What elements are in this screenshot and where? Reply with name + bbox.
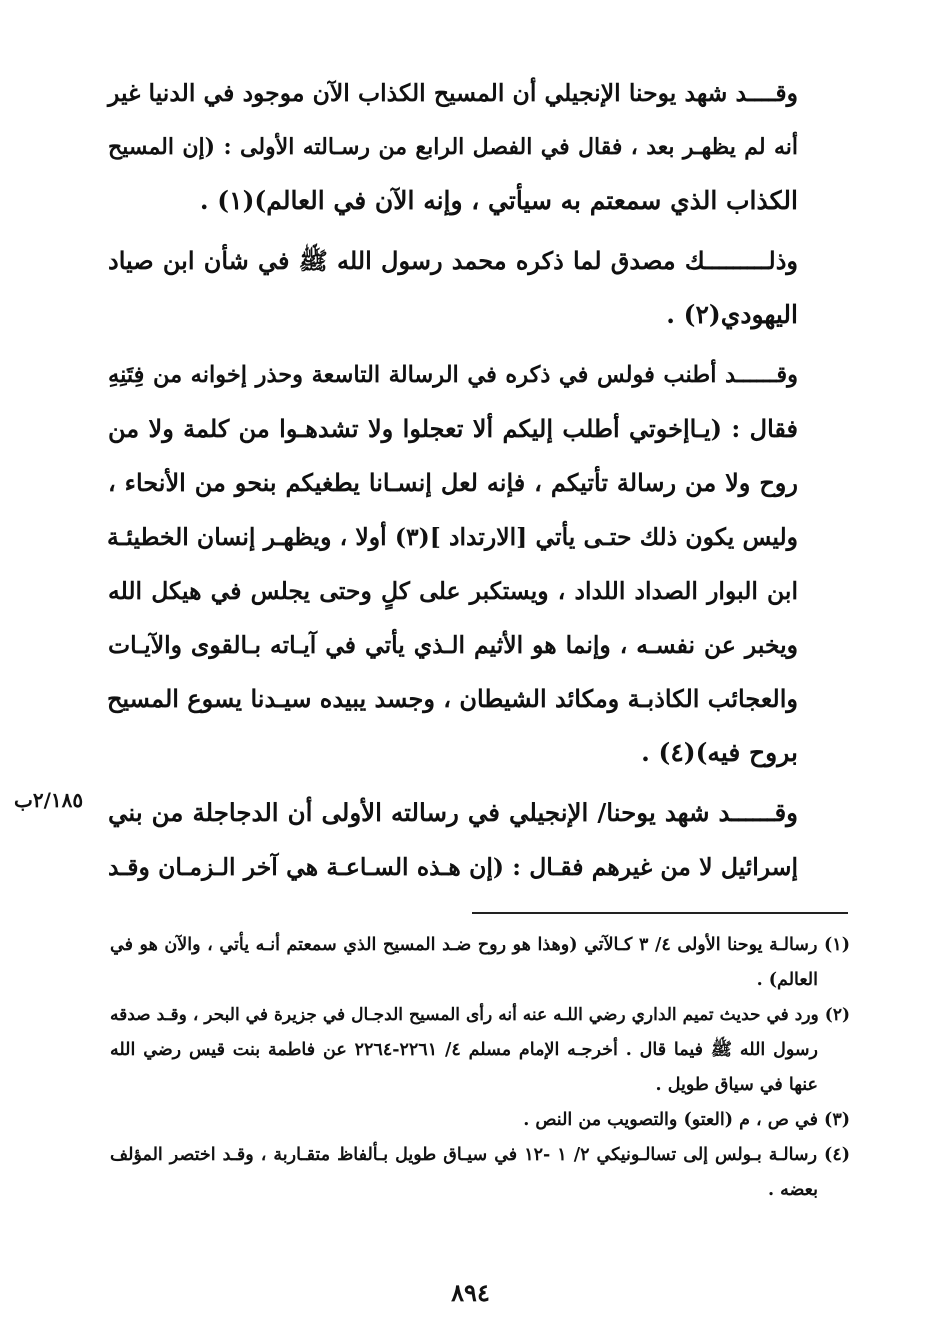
footnotes (110, 928, 850, 1208)
paragraph-3 (108, 348, 798, 780)
footnote-1 (110, 928, 850, 998)
footnote-2 (110, 998, 850, 1103)
text-line: بروح فيه)(٤) . (641, 738, 798, 767)
text-line: فقال : (يـاإخوتي أطلب إليكم ألا تعجلوا ولا تشدهـوا من كلمة ولا من (108, 414, 798, 443)
text-line: ابن البوار الصداد اللداد ، ويستكبر على كلٍ وحتى يجلس في هيكل الله (108, 577, 798, 605)
footnote-line: (٤) رسالـة بـولس إلى تسالـونيكي ٢/ ١ -١٢ في سيـاق طويل بـألفاظ متقـاربة ، وقـد اختصر المؤلف (110, 1145, 850, 1165)
text-line: أنه لم يظهـر بعد ، فقال في الفصل الرابع من رسـالته الأولى : (إن المسيح (108, 134, 798, 160)
footnote-line: (٣) في ص ، م (العتو) والتصويب من النص . (523, 1110, 850, 1130)
paragraph-2 (108, 234, 798, 342)
page-number: ٨٩٤ (451, 1278, 490, 1307)
footnote-line: رسول الله ﷺ فيما قال . أخرجـه الإمام مسلم ٤/ ٢٢٦١-٢٢٦٤ عن فاطمة بنت قيس رضي الله (110, 1040, 818, 1060)
footnote-line: (١) رسالـة يوحنا الأولى ٤/ ٣ كـالآتي (وهذا هو روح ضـد المسيح الذي سمعتم أنـه يأتي ، والآن هو في (110, 935, 850, 955)
footnote-line: (٢) ورد في حديث تميم الداري رضي اللـه عنه أنه رأى المسيح الدجـال في جزيرة في البحر ، وقـد صدقه (110, 1005, 850, 1025)
footnote-line: عنها في سياق طويل . (655, 1075, 818, 1095)
text-line: إسرائيل لا من غيرهم فقـال : (إن هـذه السـاعـة هي آخر الـزمـان وقـد (108, 853, 798, 881)
text-line: روح ولا من رسالة تأتيكم ، فإنه لعل إنسـانا يطغيكم بنحو من الأنحاء ، (108, 468, 798, 497)
text-line: اليهودي(٢) . (666, 300, 798, 329)
text-line: وقــــــد أطنب فولس في ذكره في الرسالة التاسعة وحذر إخوانه من فِتَنِهِ (108, 362, 798, 388)
footnote-separator (472, 912, 848, 914)
footnote-3 (110, 1103, 850, 1138)
paragraph-4 (108, 786, 798, 894)
text-line: ويخبر عن نفسـه ، وإنما هو الأثيم الـذي يأتي في آيـاته بـالقوى والآيـات (108, 631, 798, 659)
text-line: وقــــــد شهد يوحنا/ الإنجيلي في رسالته الأولى أن الدجاجلة من بني (108, 798, 798, 827)
text-line: والعجائب الكاذبـة ومكائد الشيطان ، وجسد يبيده سيـدنا يسوع المسيح (106, 684, 798, 713)
text-line: الكذاب الذي سمعتم به سيأتي ، وإنه الآن في العالم)(١) . (199, 186, 798, 215)
manuscript-folio-reference: ٢/١٨٥ب (14, 788, 84, 812)
main-text (108, 66, 798, 894)
text-line: وقــــد شهد يوحنا الإنجيلي أن المسيح الكذاب الآن موجود في الدنيا غير (108, 79, 798, 107)
footnote-4 (110, 1138, 850, 1208)
text-line: وليس يكون ذلك حتـى يأتي [الارتداد ](٣) أولا ، ويظهـر إنسان الخطيئـة (106, 523, 798, 551)
paragraph-1 (108, 66, 798, 228)
footnote-line: العالم) . (756, 970, 818, 990)
text-line: وذلـــــــــك مصدق لما ذكره محمد رسول الله ﷺ في شأن ابن صياد (108, 246, 798, 275)
footnote-line: بعضه . (767, 1180, 818, 1200)
